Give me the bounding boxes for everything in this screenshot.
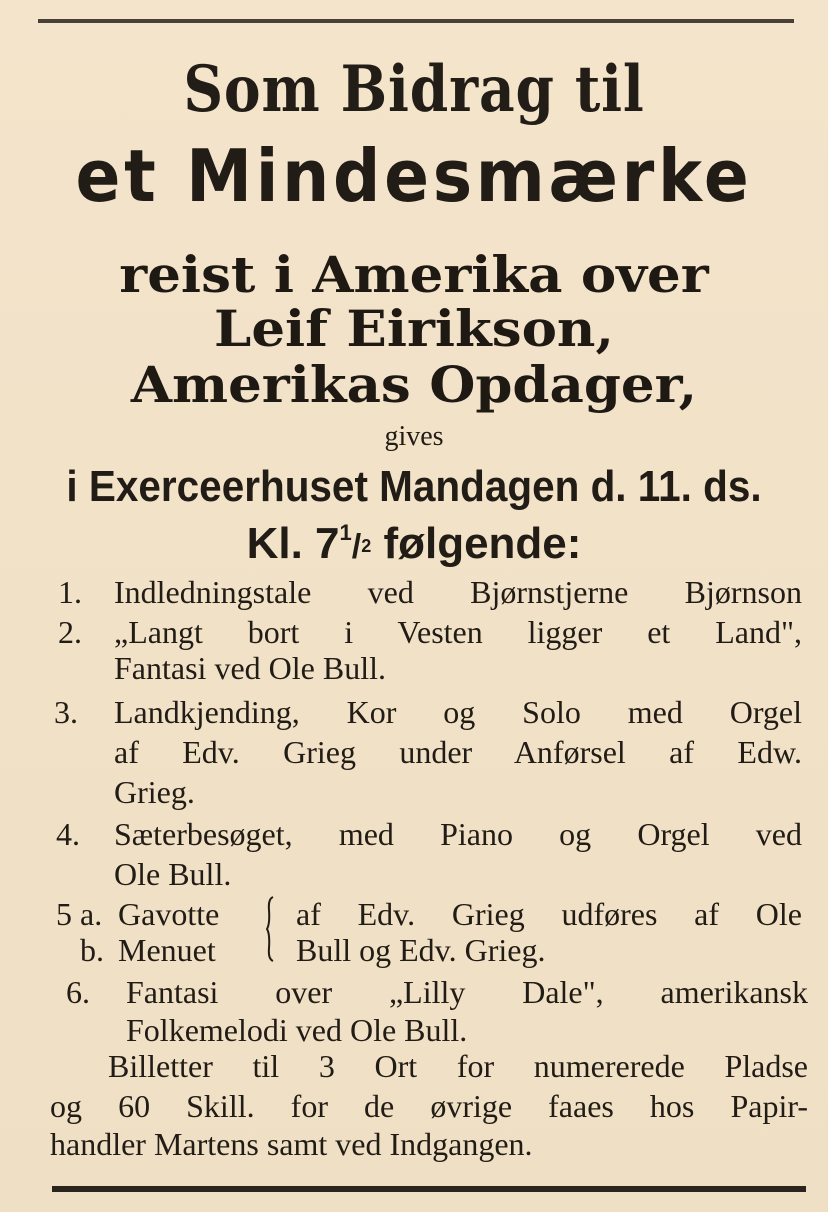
item-number-5b: b. (80, 932, 104, 968)
item-4-line-1: Sæterbesøget, med Piano og Orgel ved (114, 816, 802, 852)
item-number-5a: 5 a. (56, 896, 103, 932)
item-number-3: 3. (54, 694, 78, 730)
time-fraction-slash: / (351, 528, 362, 566)
item-5b-text: Menuet (118, 932, 216, 968)
title-line-2: et Mindesmærke (75, 134, 753, 218)
item-number-4: 4. (56, 816, 80, 852)
item-2-line-1: „Langt bort i Vesten ligger et Land", (114, 614, 802, 650)
item-3-line-3: Grieg. (114, 774, 195, 810)
tickets-line-3: handler Martens samt ved Indgangen. (50, 1126, 533, 1162)
bottom-rule (52, 1186, 806, 1192)
item-number-2: 2. (58, 614, 82, 650)
title-line-3: reist i Amerika over (119, 245, 709, 304)
curly-brace-icon (266, 896, 276, 962)
time-line (0, 519, 828, 568)
gives-text: gives (384, 421, 444, 452)
item-5a-text: Gavotte (118, 896, 220, 932)
time-prefix: Kl. 7 (246, 519, 340, 568)
time-fraction-denominator: 2 (361, 536, 372, 556)
title-line-1: Som Bidrag til (183, 52, 645, 127)
venue-line: i Exerceerhuset Mandagen d. 11. ds. (66, 462, 762, 511)
tickets-line-1: Billetter til 3 Ort for numererede Pladse (108, 1048, 808, 1084)
time-suffix: følgende: (371, 519, 582, 568)
item-number-1: 1. (58, 574, 82, 610)
item-1-text: Indledningstale ved Bjørnstjerne Bjørnson (114, 574, 802, 610)
item-5-line-1: af Edv. Grieg udføres af Ole (296, 896, 802, 932)
top-rule (38, 19, 794, 23)
title-line-5: Amerikas Opdager, (130, 355, 698, 414)
item-6-line-2: Folkemelodi ved Ole Bull. (126, 1012, 468, 1048)
tickets-line-2: og 60 Skill. for de øvrige faaes hos Papir- (50, 1088, 808, 1124)
item-6-line-1: Fantasi over „Lilly Dale", amerikansk (126, 974, 808, 1010)
item-5-line-2: Bull og Edv. Grieg. (296, 932, 546, 968)
item-4-line-2: Ole Bull. (114, 856, 232, 892)
time-fraction-numerator: 1 (339, 520, 352, 545)
item-3-line-1: Landkjending, Kor og Solo med Orgel (114, 694, 802, 730)
item-2-line-2: Fantasi ved Ole Bull. (114, 650, 386, 686)
item-3-line-2: af Edv. Grieg under Anførsel af Edw. (114, 734, 802, 770)
title-line-4: Leif Eirikson, (214, 299, 614, 358)
item-number-6: 6. (66, 974, 90, 1010)
